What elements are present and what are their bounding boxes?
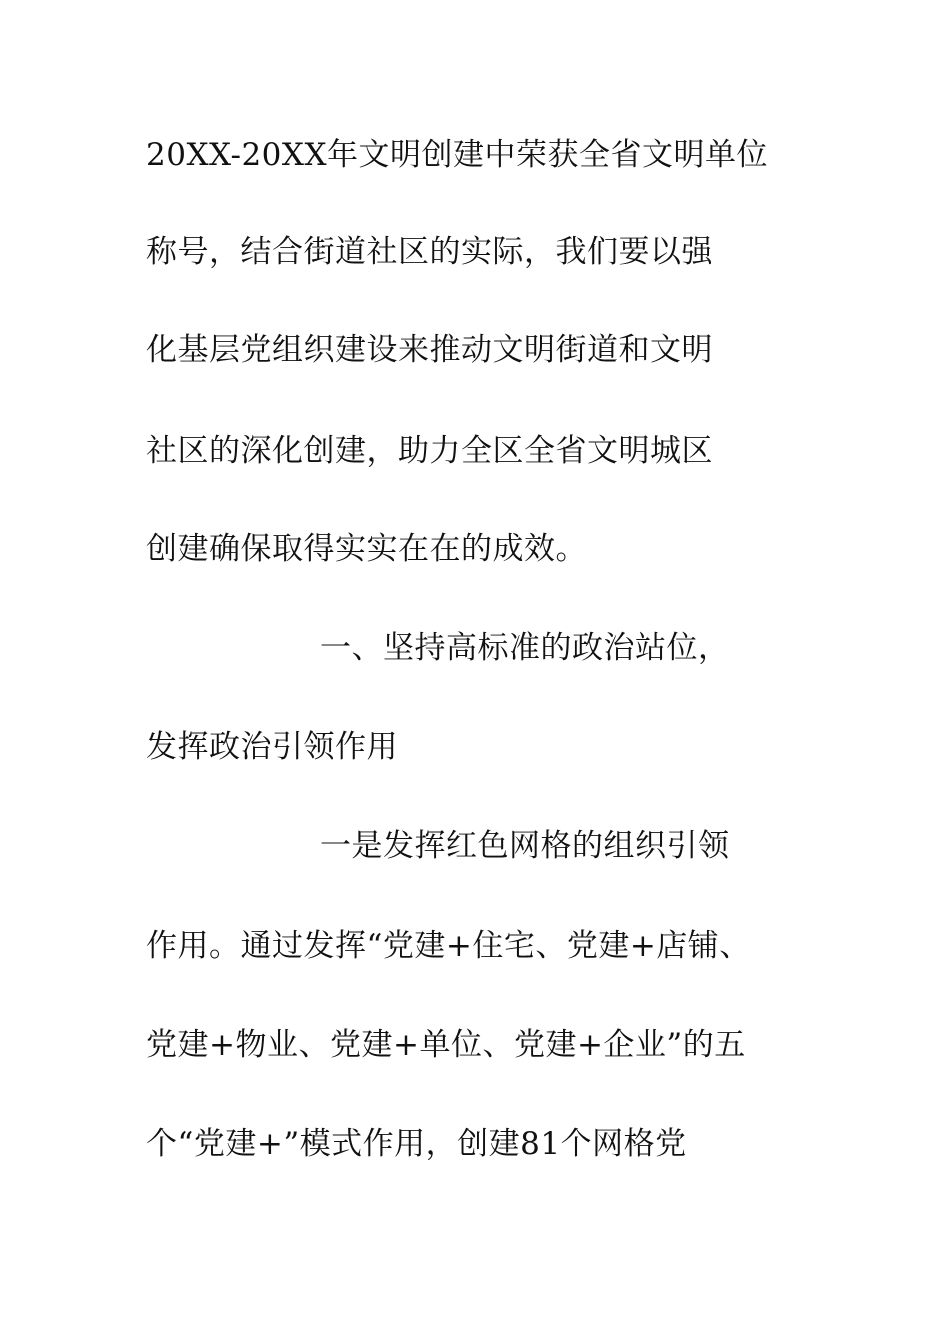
text-line: 化基层党组织建设来推动文明街道和文明 <box>146 332 713 368</box>
text-line: 一是发挥红色网格的组织引领 <box>320 828 730 864</box>
text-line: 党建+物业、党建+单位、党建+企业”的五 <box>146 1027 746 1063</box>
text-line: 个“党建+”模式作用，创建81个网格党 <box>146 1126 687 1162</box>
section-heading: 一、坚持高标准的政治站位， <box>320 630 730 666</box>
text-line: 20XX-20XX年文明创建中荣获全省文明单位 <box>146 137 769 173</box>
text-line: 创建确保取得实实在在的成效。 <box>146 531 587 567</box>
text-line: 社区的深化创建，助力全区全省文明城区 <box>146 433 713 469</box>
section-heading-continued: 发挥政治引领作用 <box>146 729 398 765</box>
text-line: 作用。通过发挥“党建+住宅、党建+店铺、 <box>146 928 751 964</box>
text-line: 称号，结合街道社区的实际，我们要以强 <box>146 234 713 270</box>
